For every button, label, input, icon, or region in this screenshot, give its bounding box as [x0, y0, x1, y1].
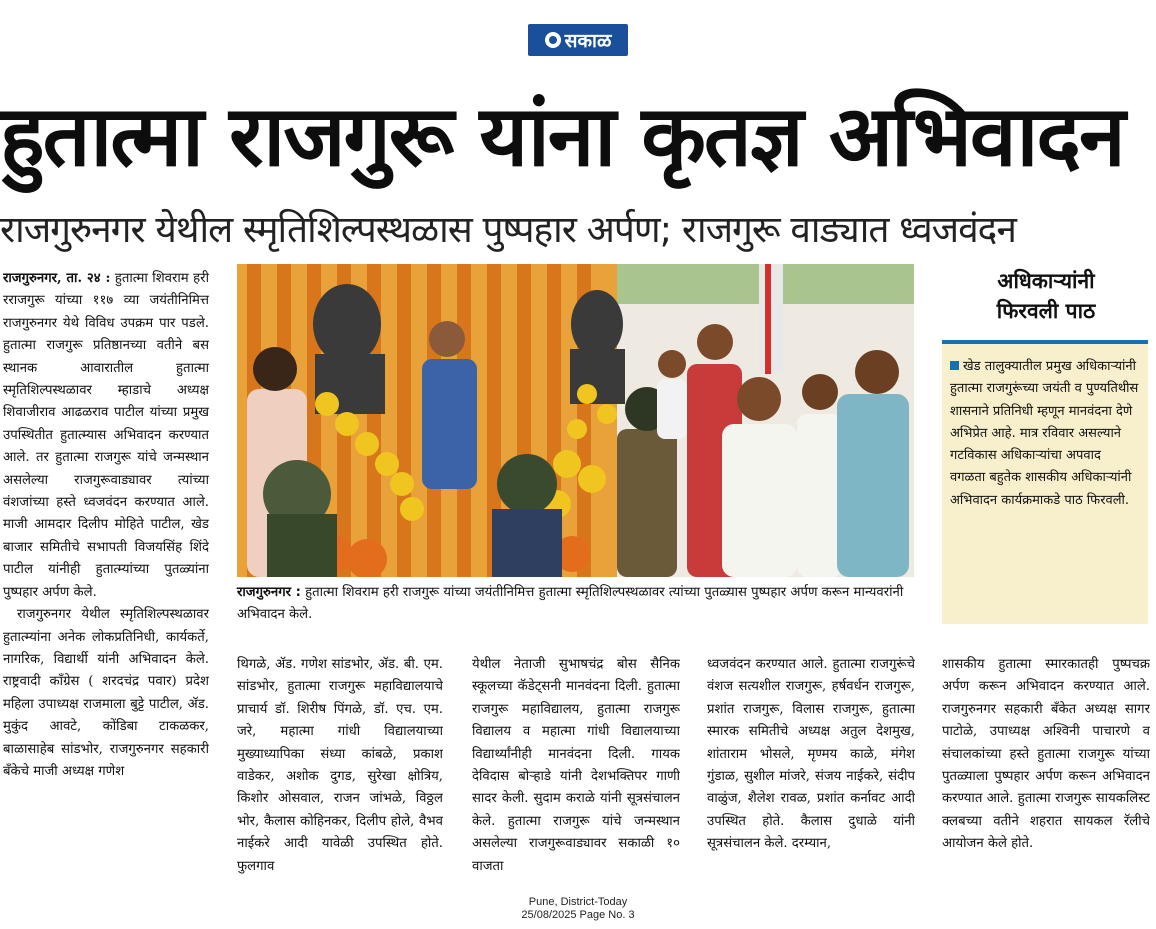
- article-column-1: [3, 268, 209, 893]
- sidebar-box: [942, 340, 1148, 624]
- sidebar-title-line1: अधिकाऱ्यांनी: [997, 269, 1095, 293]
- col2-text: थिगळे, ॲड. गणेश सांडभोर, ॲड. बी. एम. सांडभोर, हुतात्मा राजगुरू महाविद्यालयाचे प्राचार्य डॉ. शिरीष पिंगळे, डॉ. एच. एम. जरे, महात्मा गांधी विद्यालयाच्या मुख्याध्यापिका संध्या कांबळे, प्रकाश वाडेकर, अशोक दुगड, सुरेखा क्षोत्रिय, किशोर ओसवाल, राजन जांभळे, विठ्ठल भोर, कैलास कोहिनकर, दिलीप होले, वैभव नाईकरे आदी यावेळी उपस्थित होते. फुलगाव: [237, 657, 443, 874]
- article-column-5: [942, 654, 1150, 893]
- square-bullet-icon: [950, 361, 959, 370]
- article-column-4: [707, 654, 915, 893]
- masthead-name: सकाळ: [564, 30, 612, 52]
- dateline: राजगुरुनगर, ता. २४ :: [3, 271, 111, 286]
- col1-para1: हुतात्मा शिवराम हरी रराजगुरू यांच्या ११७ व्या जयंतीनिमित्त राजगुरुनगर येथे विविध उपक्रम पार पडले. हुतात्मा राजगुरू प्रतिष्ठानच्या वतीने बस स्थानक आवारातील हुतात्मा स्मृतिशिल्पस्थळावर म्हाडाचे अध्यक्ष शिवाजीराव आढळराव पाटील यांच्या प्रमुख उपस्थितीत हुतात्म्यास अभिवादन करण्यात आले. तर हुतात्मा राजगुरू यांचे जन्मस्थान असलेल्या राजगुरूवाड्यावर त्यांच्या वंशजांच्या हस्ते ध्वजवंदन करण्यात आले. माजी आमदार दिलीप मोहिते पाटील, खेड बाजार समितीचे सभापती विजयसिंह शिंदे पाटील यांनीही हुतात्म्यांच्या पुतळ्यांना पुष्पहार अर्पण केले.: [3, 271, 209, 600]
- footer-date-page: 25/08/2025 Page No. 3: [521, 909, 635, 921]
- page-footer: [0, 896, 1156, 922]
- news-photo: [237, 264, 914, 577]
- sidebar-body: खेड तालुक्यातील प्रमुख अधिकाऱ्यांनी हुतात्मा राजगुरूंच्या जयंती व पुण्यतिथीस शासनाने प्रतिनिधी म्हणून मानवंदना देणे अभिप्रेत आहे. मात्र रविवार असल्याने गटविकास अधिकाऱ्यांचा अपवाद वगळता बहुतेक शासकीय अधिकाऱ्यांनी अभिवादन कार्यक्रमाकडे पाठ फिरवली.: [950, 359, 1139, 508]
- col1-para2: राजगुरुनगर येथील स्मृतिशिल्पस्थळावर हुतात्म्यांना अनेक लोकप्रतिनिधी, कार्यकर्ते, नागरिक, विद्यार्थी यांनी अभिवादन केले. राष्ट्रवादी काँग्रेस ( शरदचंद्र पवार) प्रदेश महिला उपाध्यक्ष राजमाला बुट्टे पाटील, ॲड. मुकुंद आवटे, कोंडिबा टाकळकर, बाळासाहेब सांडभोर, राजगुरुनगर सहकारी बँकेचे माजी अध्यक्ष गणेश: [3, 607, 209, 779]
- col4-text: ध्वजवंदन करण्यात आले. हुतात्मा राजगुरूंचे वंशज सत्यशील राजगुरू, हर्षवर्धन राजगुरू, प्रशांत राजगुरू, विलास राजगुरू, हुतात्मा स्मारक समितीचे अध्यक्ष अतुल देशमुख, शांताराम भोसले, मृण्मय काळे, मंगेश गुंडाळ, सुशील मांजरे, संजय नाईकरे, संदीप वाळुंज, शैलेश रावळ, प्रशांत कर्नावट आदी उपस्थित होते. कैलास दुधाळे यांनी सूत्रसंचालन केले. दरम्यान,: [707, 657, 915, 852]
- col5-text: शासकीय हुतात्मा स्मारकातही पुष्पचक्र अर्पण करून अभिवादन करण्यात आले. राजगुरुनगर सहकारी बँकेत अध्यक्ष सागर पाटोळे, उपाध्यक्ष अश्विनी पाचारणे व संचालकांच्या हस्ते हुतात्मा राजगुरू यांच्या पुतळ्याला पुष्पहार अर्पण करून अभिवादन करण्यात आले. हुतात्मा राजगुरू सायकलिस्ट क्लबच्या वतीने शहरात सायकल रॅलीचे आयोजन केले होते.: [942, 657, 1150, 852]
- article-column-2: [237, 654, 443, 893]
- sidebar-title-line2: फिरवली पाठ: [996, 299, 1096, 323]
- masthead-logo: [528, 24, 628, 56]
- caption-place: राजगुरुनगर :: [237, 585, 301, 600]
- headline: हुतात्मा राजगुरू यांना कृतज्ञ अभिवादन: [0, 87, 1124, 185]
- col3-text: येथील नेताजी सुभाषचंद्र बोस सैनिक स्कूलच्या कॅडेट्सनी मानवंदना दिली. हुतात्मा राजगुरू महाविद्यालय, हुतात्मा राजगुरू विद्यालय व महात्मा गांधी विद्यालयाच्या विद्यार्थ्यांनीही मानवंदना दिली. गायक देविदास बोऱ्हाडे यांनी देशभक्तिपर गाणी सादर केली. सुदाम कराळे यांनी सूत्रसंचालन केले. हुतात्मा राजगुरू यांचे जन्मस्थान असलेल्या राजगुरूवाड्यावर सकाळी १० वाजता: [472, 657, 680, 874]
- photo-caption: [237, 582, 917, 626]
- footer-edition: Pune, District-Today: [528, 896, 628, 908]
- sakal-logo-icon: [545, 32, 561, 48]
- caption-text: हुतात्मा शिवराम हरी राजगुरू यांच्या जयंतीनिमित्त हुतात्मा स्मृतिशिल्पस्थळावर त्यांच्या पुतळ्यास पुष्पहार अर्पण करून मान्यवरांनी अभिवादन केले.: [237, 585, 904, 622]
- sidebar-title: [944, 266, 1148, 326]
- subheadline: राजगुरुनगर येथील स्मृतिशिल्पस्थळास पुष्पहार अर्पण; राजगुरू वाड्यात ध्वजवंदन: [0, 208, 1016, 251]
- article-column-3: [472, 654, 680, 893]
